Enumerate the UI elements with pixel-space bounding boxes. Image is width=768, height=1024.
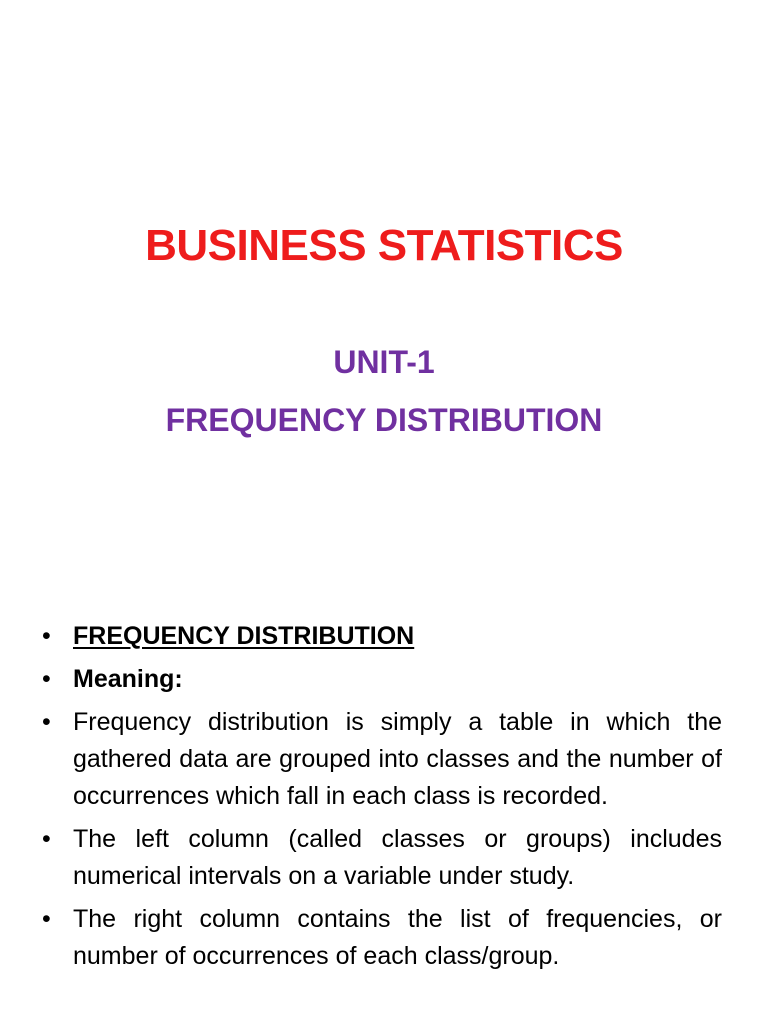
content-slide	[0, 600, 768, 1024]
bullet-icon: •	[42, 622, 51, 650]
unit-label: UNIT-1	[333, 344, 435, 380]
bullet-item-heading	[40, 618, 722, 655]
section-heading: FREQUENCY DISTRIBUTION	[73, 622, 415, 650]
bullet-item-meaning	[40, 661, 722, 698]
right-column-paragraph: The right column contains the list of frequencies, or number of occurrences of each class/group.	[73, 905, 722, 970]
bullet-item-left-column	[40, 821, 722, 895]
bullet-icon: •	[42, 665, 51, 693]
left-column-paragraph: The left column (called classes or groups) includes numerical intervals on a variable under study.	[73, 825, 722, 890]
meaning-label: Meaning:	[73, 665, 183, 693]
bullet-item-right-column	[40, 901, 722, 975]
bullet-icon: •	[42, 708, 51, 736]
bullet-list	[40, 618, 722, 981]
definition-paragraph: Frequency distribution is simply a table in which the gathered data are grouped into classes and the number of occurrences which fall in each class is recorded.	[73, 708, 722, 810]
bullet-item-definition	[40, 704, 722, 815]
topic-title: FREQUENCY DISTRIBUTION	[165, 402, 603, 438]
bullet-icon: •	[42, 905, 51, 933]
main-title: BUSINESS STATISTICS	[145, 221, 623, 270]
bullet-icon: •	[42, 825, 51, 853]
